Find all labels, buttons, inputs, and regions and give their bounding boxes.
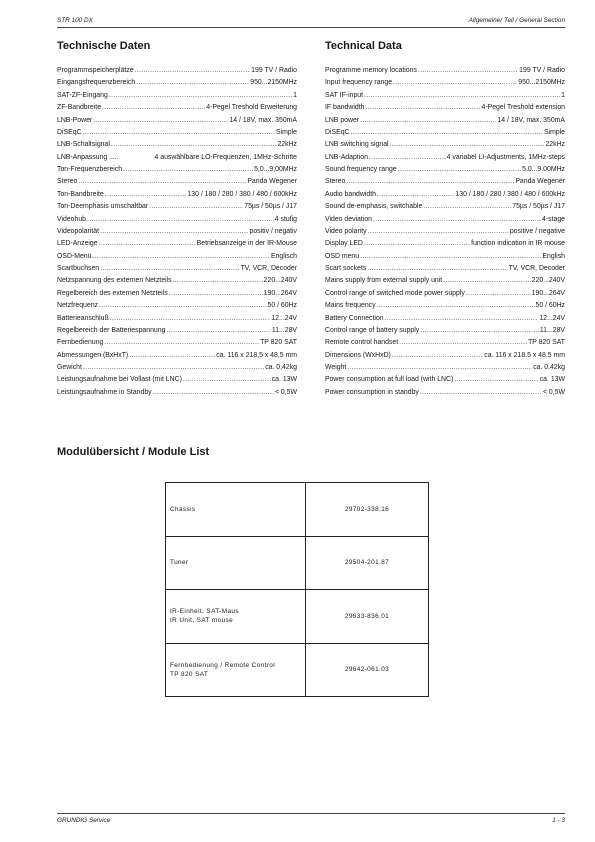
module-part-number: 29633-836.01 [306,590,429,644]
spec-value: Betriebsanzeige in der IR-Mouse [196,240,297,248]
spec-value: Panda Wegener [247,178,297,186]
dot-leader [454,374,538,386]
spec-value: positiv / negativ [249,227,297,235]
module-name-cell [166,643,306,697]
spec-row [57,77,297,89]
spec-row [325,77,565,89]
spec-value: 75µs / 50µs / J17 [512,203,565,211]
dot-leader [104,337,259,349]
spec-row [325,127,565,139]
module-name: Fernbedienung / Remote Control [170,661,276,669]
spec-value: 5,0...9,00MHz [254,166,297,173]
spec-label: Sound frequency range [325,166,397,173]
spec-label: Netzfrequenz [57,302,98,310]
spec-label: Scartbuchsen [57,265,100,272]
spec-label: Gewicht [57,364,82,371]
spec-label: Video deviation [325,215,372,223]
dot-leader [123,164,253,176]
spec-row [57,362,297,374]
english-spec-list [325,65,565,399]
spec-row [57,350,297,362]
spec-row [325,176,565,188]
spec-row [325,337,565,349]
spec-label: Regelbereich des externen Netzteils [57,289,168,297]
dot-leader [87,214,274,226]
spec-label: Videopolarität [57,227,100,235]
spec-row [57,325,297,337]
spec-label: Programmspeicherplätze [57,67,134,74]
spec-row [325,226,565,238]
dot-leader [377,300,535,312]
dot-leader [373,214,541,226]
spec-value: 1 [561,91,565,99]
spec-row [325,362,565,374]
spec-value: Simple [543,128,565,136]
spec-label: Sound de-emphasis, switchable [325,203,423,211]
spec-value: ca. 0,42kg [265,364,297,371]
dot-leader [399,337,527,349]
spec-label: Control range of switched mode power supply [325,289,465,297]
spec-row [57,201,297,213]
dot-leader [346,176,514,188]
dot-leader [173,275,263,287]
spec-value: < 0,5W [542,388,565,396]
dot-leader [83,127,275,139]
dot-leader [369,152,446,164]
module-name-cell [166,536,306,590]
dot-leader [418,65,518,77]
spec-row [325,263,565,275]
spec-label: Regelbereich der Batteriespannung [57,326,166,334]
module-name: Tuner [170,559,189,567]
dot-leader [392,350,483,362]
spec-label: Battery Connection [325,314,384,322]
dot-leader [92,251,269,263]
dot-leader [100,226,248,238]
spec-label: Mains frequency [325,302,376,310]
spec-row [57,238,297,250]
dot-leader [364,238,470,250]
spec-label: LNB switching signal [325,141,389,149]
dot-leader [367,263,507,275]
spec-row [325,251,565,263]
spec-value: 14 / 18V, max. 350mA [229,116,297,124]
header-model: STR 100 DX [57,17,93,24]
dot-leader [111,139,277,151]
spec-row [325,152,565,164]
spec-row [325,288,565,300]
spec-label: LNB-Schaltsignal [57,141,110,149]
spec-row [57,226,297,238]
spec-label: SAT-ZF-Eingang [57,91,108,99]
spec-label: Scart sockets [325,265,367,272]
spec-value: 130 / 180 / 280 / 380 / 480 / 600kHz [187,190,297,198]
spec-value: 190...264V [263,289,297,297]
module-part-number: 29642-061.03 [306,643,429,697]
english-spec-column [325,40,565,399]
spec-value: 12...24V [271,314,297,322]
spec-value: 199 TV / Radio [251,67,297,74]
dot-leader [423,201,511,213]
dot-leader [368,226,509,238]
module-row [166,590,429,644]
dot-leader [466,288,531,300]
spec-row [57,275,297,287]
spec-value: Panda Wegener [515,178,565,186]
dot-leader [99,238,196,250]
spec-label: Fernbedienung [57,339,104,347]
dot-leader [105,189,187,201]
spec-label: Abmessungen (BxHxT) [57,351,129,359]
spec-label: Display LED [325,240,363,248]
dot-leader [360,115,496,127]
spec-row [57,263,297,275]
spec-label: Weight [325,364,347,371]
spec-label: Remote control handset [325,339,399,347]
spec-row [325,387,565,399]
spec-row [57,139,297,151]
spec-row [325,325,565,337]
spec-row [57,374,297,386]
spec-value: TP 820 SAT [528,339,565,347]
spec-value: 4-Pegel Treshold extension [481,104,565,112]
spec-row [57,102,297,114]
spec-value: 22kHz [545,141,565,149]
spec-value: 220...240V [263,277,297,285]
spec-row [325,65,565,77]
spec-label: Power consumption at full load (with LNC) [325,376,454,384]
spec-row [57,115,297,127]
spec-label: ZF-Bandbreite [57,104,102,112]
spec-row [325,189,565,201]
spec-label: Netzspannung des externen Netzteils [57,277,172,285]
spec-label: Programme memory locations [325,67,417,74]
spec-label: Ton-Bandbreite [57,190,104,198]
dot-leader [347,362,532,374]
spec-row [57,127,297,139]
spec-value: TP 820 SAT [260,339,297,347]
spec-value: 199 TV / Radio [519,67,565,74]
module-table [165,482,429,697]
spec-label: Videohub [57,215,86,223]
spec-row [325,313,565,325]
spec-label: Eingangsfrequenzbereich [57,79,136,87]
spec-row [325,139,565,151]
german-spec-column [57,40,297,399]
spec-value: 50 / 60Hz [267,302,297,310]
spec-value: 950...2150MHz [250,79,297,87]
spec-value: 50 / 60Hz [535,302,565,310]
footer-brand: GRUNDIG Service [57,817,111,824]
spec-label: OSD-Menü [57,252,92,260]
spec-label: Power consumption in standby [325,388,419,396]
spec-label: Stereo [57,178,78,186]
dot-leader [166,325,270,337]
spec-label: Leistungsaufnahme bei Vollast (mit LNC) [57,376,182,384]
dot-leader [110,313,271,325]
spec-value: ca. 13W [271,376,297,384]
spec-value: ca. 13W [539,376,565,384]
spec-value: 220...240V [531,277,565,285]
dot-leader [390,139,545,151]
spec-row [325,90,565,102]
english-title: Technical Data [325,40,402,52]
spec-value: 4-Pegel Treshold Erweiterung [206,104,297,112]
spec-label: Stereo [325,178,346,186]
spec-row [325,350,565,362]
module-row [166,643,429,697]
spec-row [57,300,297,312]
spec-value: 14 / 18V, max. 350mA [497,116,565,124]
module-name: Chassis [170,505,196,513]
module-part-number: 29702-338.16 [306,483,429,537]
dot-leader [364,90,560,102]
spec-value: 11...28V [539,326,565,334]
spec-label: Batterieanschluß [57,314,109,322]
dot-leader [183,374,271,386]
spec-row [325,164,565,176]
spec-value: positive / negative [509,227,565,235]
spec-value: 4-stage [542,215,565,223]
spec-value: 12...24V [539,314,565,322]
spec-row [57,337,297,349]
dot-leader [385,313,539,325]
spec-label: Mains supply from external supply unit [325,277,443,285]
spec-label: IF bandwidth [325,104,365,112]
spec-value: 22kHz [277,141,297,149]
spec-label: Leistungsaufnahme in Standby [57,388,152,396]
german-title: Technische Daten [57,40,151,52]
spec-label: LNB power [325,116,360,124]
spec-value: ca. 116 x 218,5 x 48,5 mm [216,351,297,359]
module-name-cell [166,590,306,644]
spec-label: Control range of battery supply [325,326,420,334]
module-name: IR Unit, SAT mouse [170,617,234,625]
spec-label: LNB-Adaption [325,153,368,161]
spec-value: Simple [275,128,297,136]
dot-leader [102,102,205,114]
dot-leader [83,362,264,374]
dot-leader [398,164,521,176]
spec-row [325,201,565,213]
spec-value: ca. 116 x 218.5 x 48.5 mm [484,351,565,359]
dot-leader [100,263,239,275]
spec-value: 950...2150MHz [518,79,565,87]
spec-row [325,300,565,312]
spec-row [57,164,297,176]
spec-row [325,275,565,287]
spec-row [57,65,297,77]
dot-leader [393,77,517,89]
spec-value: 1 [293,91,297,99]
spec-row [57,251,297,263]
module-list-title: Modulübersicht / Module List [57,446,210,458]
spec-value: TV, VCR, Decoder [508,265,565,272]
german-spec-list [57,65,297,399]
dot-leader [109,90,292,102]
spec-label: Ton-Deemphasis umschaltbar [57,203,149,211]
spec-label: DiSEqC [57,128,82,136]
spec-row [325,374,565,386]
spec-row [325,238,565,250]
dot-leader [443,275,530,287]
module-row [166,536,429,590]
spec-value: 190...264V [531,289,565,297]
dot-leader [153,387,274,399]
spec-label: LNB-Power [57,116,93,124]
dot-leader [78,176,246,188]
dot-leader [169,288,263,300]
dot-leader [99,300,267,312]
dot-leader [360,251,541,263]
spec-value: < 0,5W [274,388,297,396]
spec-row [325,102,565,114]
spec-value: function indication in IR mouse [471,240,565,248]
spec-row [57,387,297,399]
footer-divider [57,813,565,814]
spec-value: 5.0...9.00MHz [522,166,565,173]
dot-leader [135,65,251,77]
spec-label: DiSEqC [325,128,350,136]
spec-value: 11...28V [271,326,297,334]
dot-leader [129,350,215,362]
spec-label: Audio bandwidth [325,190,376,198]
spec-row [57,313,297,325]
spec-row [325,214,565,226]
dot-leader [377,189,454,201]
spec-row [57,152,297,164]
spec-row [57,288,297,300]
spec-label: OSD menu [325,252,360,260]
footer-page-number: 1 - 3 [552,817,565,824]
dot-leader [93,115,228,127]
module-row [166,483,429,537]
spec-value: Englisch [270,252,297,260]
dot-leader [149,201,243,213]
spec-label: LNB-Anpassung ..... [57,153,119,161]
spec-row [57,214,297,226]
module-part-number: 29504-201.87 [306,536,429,590]
spec-value: 75µs / 50µs / J17 [244,203,297,211]
header-divider [57,27,565,28]
dot-leader [351,127,543,139]
dot-leader [420,325,539,337]
spec-value: 4 auswählbare LO-Frequenzen, 1MHz-Schritte [154,153,297,161]
module-name-cell [166,483,306,537]
spec-value: 130 / 180 / 280 / 380 / 480 / 600kHz [455,190,565,198]
spec-label: SAT IF-input [325,91,364,99]
header-section: Allgemeiner Teil / General Section [468,17,565,24]
spec-label: Input frequency range [325,79,393,87]
spec-row [325,115,565,127]
dot-leader [365,102,480,114]
spec-value: English [542,252,565,260]
spec-row [57,189,297,201]
spec-label: Dimensions (WxHxD) [325,351,391,359]
spec-value: TV, VCR, Decoder [240,265,297,272]
module-name: TP 820 SAT [170,670,209,678]
spec-row [57,176,297,188]
module-name: IR-Einheit, SAT-Maus [170,608,239,616]
spec-label: LED-Anzeige [57,240,98,248]
spec-row [57,90,297,102]
spec-label: Video polarity [325,227,367,235]
spec-value: 4 variabel LI-Adjustments, 1MHz-steps [446,153,565,161]
dot-leader [420,387,542,399]
spec-label: Ton-Frequenzbereich [57,166,123,173]
spec-value: ca. 0.42kg [533,364,565,371]
spec-value: 4 stufig [274,215,297,223]
dot-leader [136,77,249,89]
